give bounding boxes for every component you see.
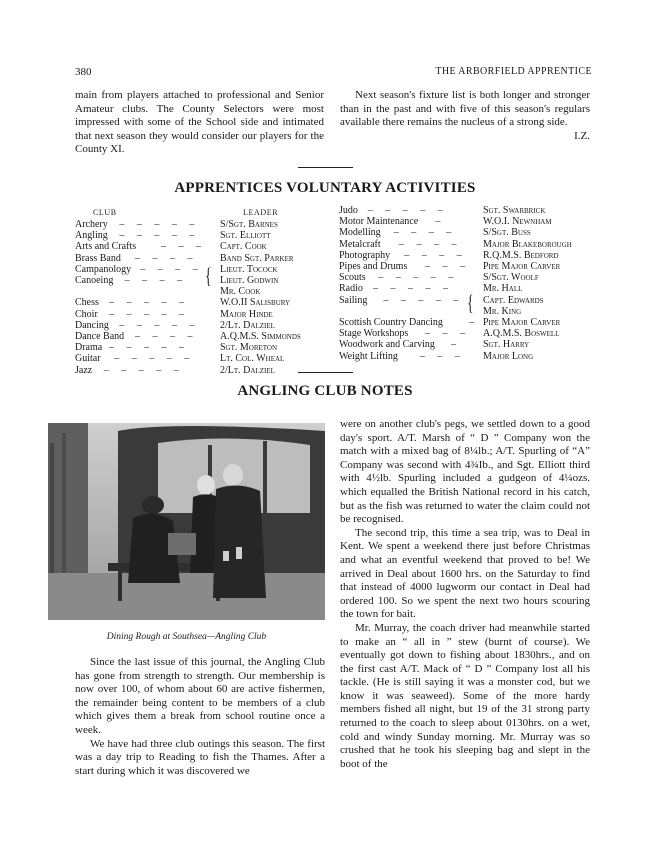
intro-right-column [340, 89, 590, 143]
activity-club: Chess [75, 297, 99, 309]
dot-leader: – [435, 216, 446, 228]
activity-club: Choir [75, 308, 98, 320]
intro-left-paragraph: main from players attached to professional and Senior Amateur clubs. The County Selectors were most impressed with some of the School side and intimated that next season they would consider our players for the County XI. [75, 89, 324, 156]
activity-leader: S/Sgt. Barnes [220, 219, 278, 230]
activity-leader: Sgt. Elliott [220, 230, 271, 242]
article-paragraph: We have had three club outings this season. The first was a day trip to Reading to fish the Thames. After a start during which it was discovered we [75, 737, 325, 777]
activity-club: Pipes and Drums [339, 261, 408, 272]
dot-leader: – – – – [393, 227, 457, 239]
article-paragraph: The second trip, this time a sea trip, was to Deal in Kent. We spent a weekend there just before Christmas and what an eventful weekend that proved to be! We arrived in Deal about 1600 hrs. on the Saturday to find that instead of 4000 lugworm our contact in Deal had ordered 100. So we spent the next two hours scouring the town for bait. [340, 526, 590, 621]
activity-leader: Major Long [483, 350, 534, 362]
activity-leader: W.O.II Salisbury [220, 297, 291, 309]
angling-left-column [75, 656, 325, 778]
dot-leader: – – – – [124, 275, 188, 286]
activity-club: Guitar [75, 353, 101, 365]
dot-leader: – – – – [140, 263, 203, 275]
angling-club-photo [48, 423, 325, 620]
activity-leader: Mr. Cook [220, 286, 261, 298]
page-number: 380 [75, 66, 92, 78]
activity-leader: Band Sgt. Parker [220, 252, 294, 264]
activity-club: Archery [75, 219, 108, 230]
section-divider [298, 167, 353, 168]
intro-left-column [75, 89, 324, 157]
activities-table [75, 205, 595, 376]
dot-leader: – – – – – [103, 364, 184, 376]
dot-leader: – – – – – [109, 308, 189, 320]
dot-leader: – – – – – [114, 353, 195, 365]
dot-leader: – – – [425, 261, 470, 272]
dot-leader: – – – – – [109, 342, 189, 354]
activity-leader: 2/Lt. Dalziel [220, 319, 275, 331]
activity-leader: Sgt. Moreton [220, 342, 278, 354]
activity-club: Angling [75, 230, 108, 242]
angling-heading: ANGLING CLUB NOTES [237, 383, 413, 399]
dot-leader: – – – – – [378, 272, 459, 284]
activity-leader: Capt. Cook [220, 241, 267, 253]
dot-leader: – – – – [135, 252, 198, 264]
dot-leader: – – – – [135, 331, 198, 342]
activity-leader: Pipe Major Carver [483, 261, 561, 272]
activity-leader: Pipe Major Carver [483, 317, 561, 328]
activity-club: Drama [75, 342, 103, 354]
activity-leader: Major Hinde [220, 308, 273, 320]
intro-signature: I.Z. [574, 129, 590, 142]
activity-leader: S/Sgt. Woolf [483, 272, 539, 284]
dot-leader: – – – – – [383, 294, 464, 306]
section-divider [298, 372, 353, 373]
article-paragraph: Since the last issue of this journal, the Angling Club has gone from strength to strength. Our membership is now over 100, of whom about 60 are active fishermen, the remainder being content to be members of a club which gives them a break from school routine once a week. [75, 656, 325, 736]
activity-club: Brass Band [75, 252, 121, 264]
activity-club: Campanology [75, 263, 132, 275]
activity-leader: S/Sgt. Buss [483, 227, 531, 239]
dot-leader: – – – – [399, 238, 462, 250]
activity-club: Radio [339, 283, 363, 295]
activity-leader: Major Blakeborough [483, 238, 572, 250]
dot-leader: – [451, 339, 461, 351]
dot-leader: – – – [425, 328, 470, 340]
activity-leader: Mr. Hall [483, 283, 523, 295]
dot-leader: – – – [161, 241, 206, 253]
journal-title: THE ARBORFIELD APPRENTICE [435, 66, 592, 77]
club-column-header: CLUB [93, 208, 117, 217]
activity-club: Stage Workshops [339, 328, 409, 340]
activity-leader: A.Q.M.S. Boswell [483, 328, 560, 340]
activity-club: Canoeing [75, 275, 114, 286]
activity-leader: Sgt. Harry [483, 339, 530, 351]
dot-leader: – – – – – [119, 319, 200, 331]
activity-club: Sailing [339, 294, 368, 306]
activity-leader: W.O.I. Newnham [483, 216, 552, 228]
activity-leader: Mr. King [483, 305, 522, 317]
article-paragraph: Mr. Murray, the coach driver had meanwhile started to make an “ all in ” stew (burnt of course). We eventually got down to fishing about 1830hrs., and on the first cast A/T. Mack of “ D ” Company lost all his tackle. (He is still saying it was a monster cod, but we know it was seaweed). Some of the more hardy members fished all night, but 19 of the 31 strong party returned to the coach to sleep about 0130hrs. on a wet, cold and windy Sunday morning. Mr. Murray was so crushed that he took his sleeping bag and slept in the boot of the [340, 621, 590, 770]
activity-club: Dance Band [75, 331, 125, 342]
intro-right-paragraph: Next season's fixture list is both longer and stronger than in the past and with five of this season's regulars available there remains the nucleus of a strong side. [340, 89, 590, 129]
article-paragraph: were on another club's pegs, we settled down to a good day's sport. A/T. Marsh of “ D ” Company won the match with a mixed bag of 8¼lb.; A/T. Spurling of “A” Company was second with 4¾Ib., and Sgt. Elliott third with 4½lb. Spurling included a gudgeon of 4¼ozs. which equalled the British National record in his catch, but as the fish was returned to water the claim could not be recognised. [340, 418, 590, 526]
activity-club: Scouts [339, 272, 366, 284]
activity-leader: A.Q.M.S. Simmonds [220, 331, 301, 342]
activity-club: Metalcraft [339, 238, 381, 250]
dot-leader: – – – – – [119, 230, 200, 242]
leader-column-header: LEADER [243, 208, 279, 217]
activity-leader: Lt. Col. Wheal [220, 353, 285, 365]
dot-leader: – – – – – [367, 205, 448, 216]
activity-club: Motor Maintenance [339, 216, 419, 228]
activity-leader: Capt. Edwards [483, 294, 544, 306]
activity-leader: R.Q.M.S. Bedford [483, 249, 559, 261]
activity-club: Photography [339, 249, 391, 261]
dot-leader: – – – – – [109, 297, 189, 309]
activity-club: Scottish Country Dancing [339, 317, 443, 328]
activity-leader: 2/Lt. Dalziel [220, 364, 275, 376]
activity-leader: Sgt. Swarbrick [483, 205, 546, 216]
dot-leader: – [469, 317, 479, 328]
angling-right-column [340, 418, 590, 771]
activity-club: Weight Lifting [339, 350, 398, 362]
activity-club: Jazz [75, 364, 93, 376]
activity-club: Modelling [339, 227, 381, 239]
dot-leader: – – – – – [119, 219, 200, 230]
dot-leader: – – – [419, 350, 465, 362]
activity-club: Woodwork and Carving [339, 339, 435, 351]
dot-leader: – – – – – [373, 283, 453, 295]
sailing-brace: { [467, 290, 474, 315]
activity-club: Dancing [75, 319, 109, 331]
activity-club: Judo [339, 205, 358, 216]
activity-leader: Lieut. Tocock [220, 263, 278, 275]
photo-caption: Dining Rough at Southsea—Angling Club [106, 632, 267, 642]
canoeing-brace: { [205, 263, 212, 288]
activity-leader: Lieut. Godwin [220, 275, 279, 286]
dot-leader: – – – – [404, 249, 467, 261]
activities-heading: APPRENTICES VOLUNTARY ACTIVITIES [174, 180, 476, 196]
activity-club: Arts and Crafts [75, 241, 137, 253]
